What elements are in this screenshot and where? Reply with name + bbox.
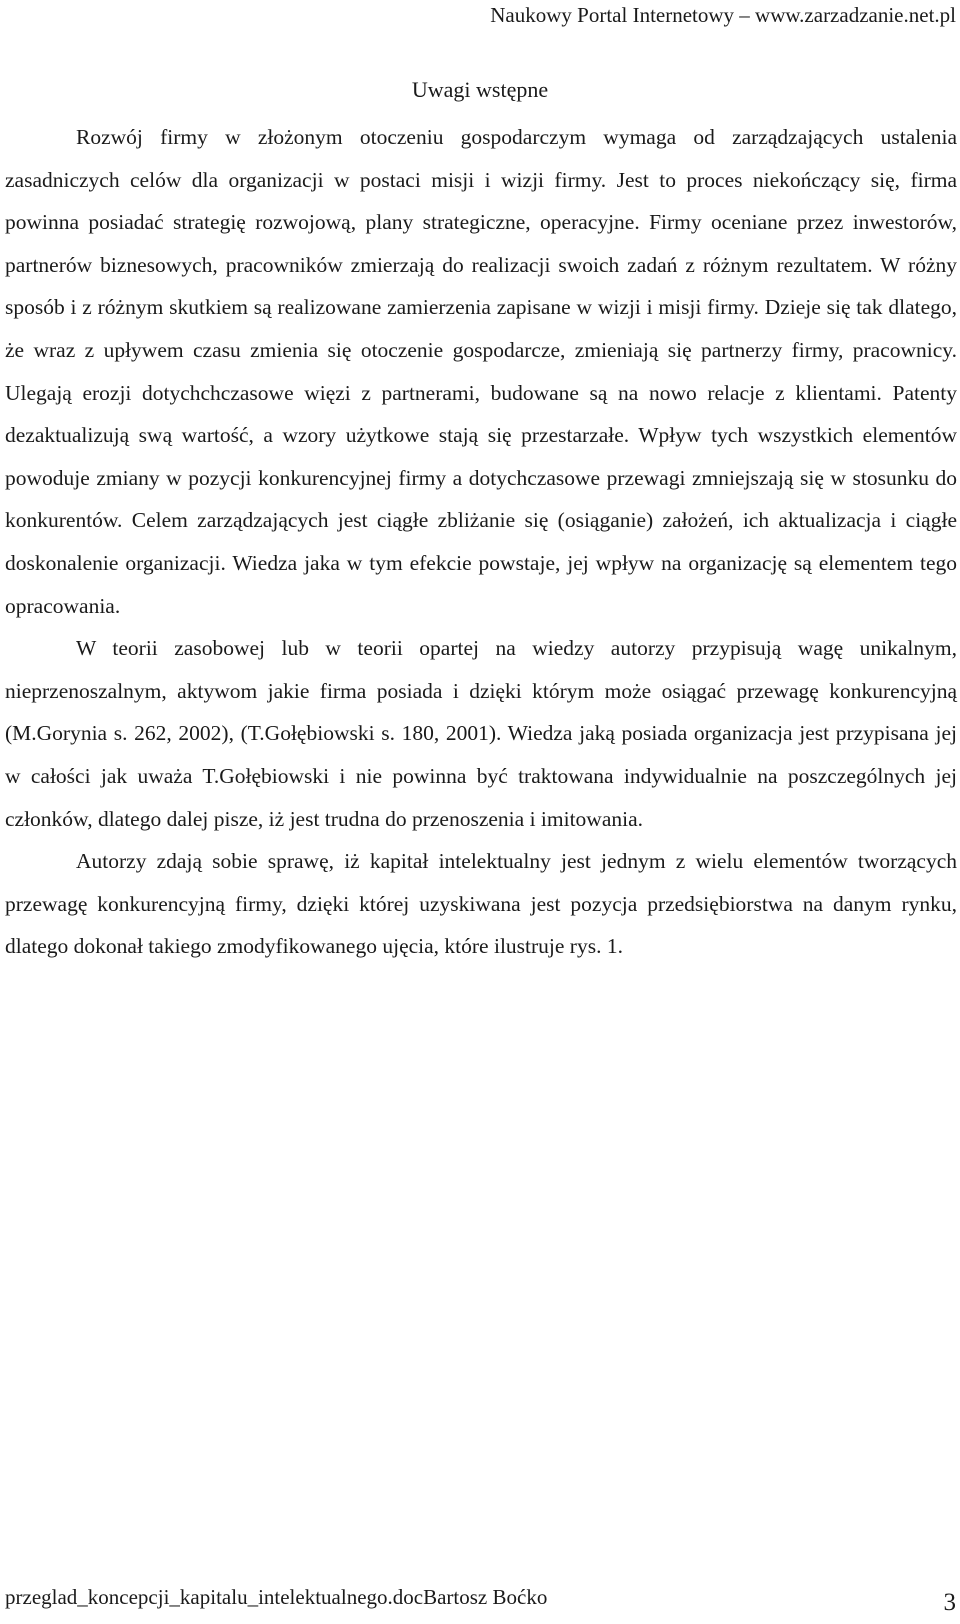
page-number: 3	[943, 1589, 956, 1616]
section-title: Uwagi wstępne	[411, 77, 549, 102]
paragraph-resource-theory: W teorii zasobowej lub w teorii opartej na wiedzy autorzy przypisują wagę unikalnym, nieprzenoszalnym, aktywom jakie firma posiada i dzięki którym może osiągać przewagę konkurencyjną (M.Gorynia s. 262, 2002), (T.Gołębiowski s. 180, 2001). Wiedza jaką posiada organizacja jest przypisana jej w całości jak uważa T.Gołębiowski i nie powinna być traktowana indywidualnie na poszczególnych jej członków, dlatego dalej pisze, iż jest trudna do przenoszenia i imitowania.	[5, 636, 957, 831]
document-body	[5, 116, 957, 968]
page-footer: przeglad_koncepcji_kapitalu_intelektualnego.docBartosz Boćko	[5, 1585, 548, 1609]
paragraph-intro: Rozwój firmy w złożonym otoczeniu gospodarczym wymaga od zarządzających ustalenia zasadniczych celów dla organizacji w postaci misji i wizji firmy. Jest to proces niekończący się, firma powinna posiadać strategię rozwojową, plany strategiczne, operacyjne. Firmy oceniane przez inwestorów, partnerów biznesowych, pracowników zmierzają do realizacji swoich zadań z różnym rezultatem. W różny sposób i z różnym skutkiem są realizowane zamierzenia zapisane w wizji i misji firmy. Dzieje się tak dlatego, że wraz z upływem czasu zmienia się otoczenie gospodarcze, zmieniają się partnerzy firmy, pracownicy. Ulegają erozji dotychchczasowe więzi z partnerami, budowane są na nowo relacje z klientami. Patenty dezaktualizują swą wartość, a wzory użytkowe stają się przestarzałe. Wpływ tych wszystkich elementów powoduje zmiany w pozycji konkurencyjnej firmy a dotychczasowe przewagi zmniejszają się w stosunku do konkurentów. Celem zarządzających jest ciągłe zbliżanie się (osiąganie) założeń, ich aktualizacja i ciągłe doskonalenie organizacji. Wiedza jaka w tym efekcie powstaje, jej wpływ na organizację są elementem tego opracowania.	[5, 125, 957, 618]
paragraph-intellectual-capital: Autorzy zdają sobie sprawę, iż kapitał intelektualny jest jednym z wielu elementów tworzących przewagę konkurencyjną firmy, dzięki której uzyskiwana jest pozycja przedsiębiorstwa na danym rynku, dlatego dokonał takiego zmodyfikowanego ujęcia, które ilustruje rys. 1.	[5, 849, 957, 959]
page-header: Naukowy Portal Internetowy – www.zarzadzanie.net.pl	[490, 3, 956, 27]
